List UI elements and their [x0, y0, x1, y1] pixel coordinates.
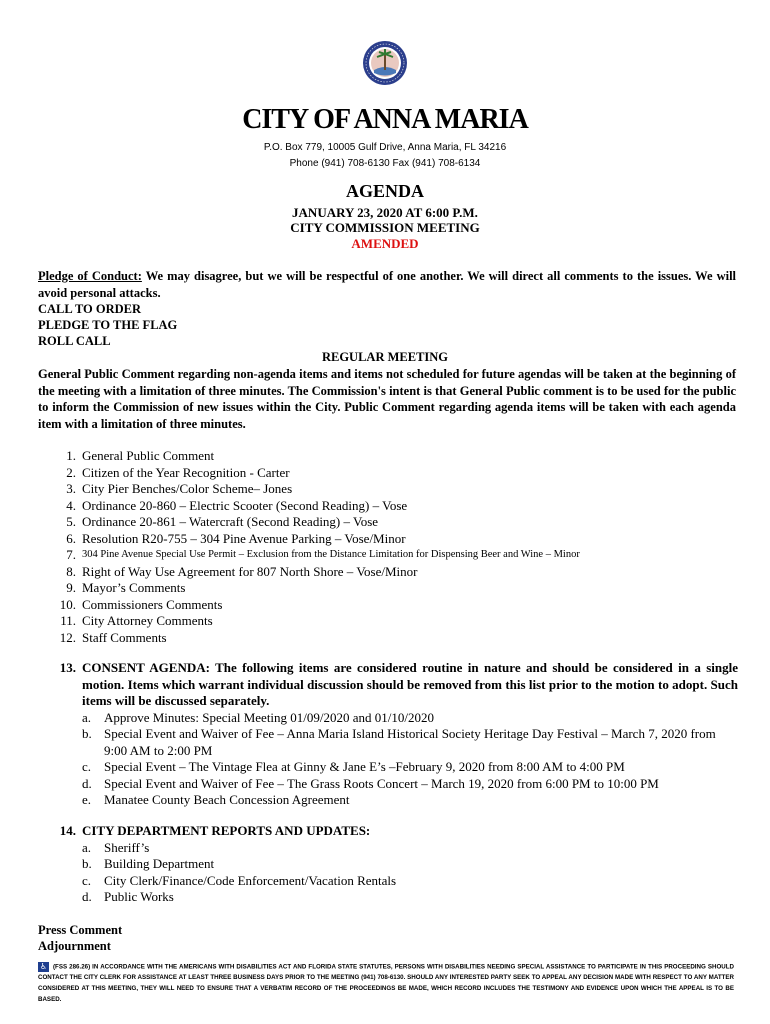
consent-agenda-item: 13. CONSENT AGENDA: The following items are considered routine in nature and should be considered in a single motion. Items which warrant individual discussion should be removed from this list prior to the motion to adopt. Such items will be discussed separately. — [59, 660, 738, 708]
ada-notice — [38, 962, 734, 1006]
list-item: 7. 304 Pine Avenue Special Use Permit – Exclusion from the Distance Limitation for Dispensing Beer and Wine – Minor — [66, 547, 580, 562]
list-item: 1. General Public Comment — [66, 448, 215, 463]
pledge-text: We may disagree, but we will be respectful of one another. We will direct all comments to the issues. We will avoid personal attacks. — [38, 269, 737, 300]
list-item: 6. Resolution R20-755 – 304 Pine Avenue Parking – Vose/Minor — [66, 530, 406, 546]
list-item: 10. Commissioners Comments — [59, 596, 223, 612]
roll-call: ROLL CALL — [38, 334, 111, 348]
pledge-to-flag: PLEDGE TO THE FLAG — [38, 318, 178, 332]
city-phone: Phone (941) 708-6130 Fax (941) 708-6134 — [289, 158, 481, 169]
list-item: c. City Clerk/Finance/Code Enforcement/Vacation Rentals — [82, 872, 397, 888]
agenda-title: AGENDA — [345, 181, 424, 201]
list-item: b. Special Event and Waiver of Fee – Anna Maria Island Historical Society Heritage Day Festival – March 7, 2020 from 9:00 AM to 2:00 PM — [82, 726, 716, 758]
list-item: a. Approve Minutes: Special Meeting 01/09/2020 and 01/10/2020 — [82, 709, 435, 725]
list-item: 5. Ordinance 20-861 – Watercraft (Second Reading) – Vose — [66, 514, 379, 529]
list-item: d. Special Event and Waiver of Fee – The Grass Roots Concert – March 19, 2020 from 6:00 PM to 10:00 PM — [82, 775, 659, 791]
adjournment: Adjournment — [38, 939, 111, 953]
list-item: 12. Staff Comments — [59, 629, 167, 645]
pledge-label: Pledge of Conduct: — [38, 269, 142, 283]
consent-agenda — [38, 660, 738, 809]
list-item: 2. Citizen of the Year Recognition - Carter — [66, 464, 290, 480]
city-seal-logo — [362, 40, 408, 86]
list-item: a. Sheriff’s — [82, 839, 150, 855]
city-address: P.O. Box 779, 10005 Gulf Drive, Anna Maria, FL 34216 — [263, 142, 507, 153]
meeting-date: JANUARY 23, 2020 AT 6:00 P.M. — [292, 205, 478, 220]
list-item: b. Building Department — [82, 856, 215, 871]
list-item: 8. Right of Way Use Agreement for 807 North Shore – Vose/Minor — [66, 563, 418, 579]
ada-notice-text: (FSS 286.26) IN ACCORDANCE WITH THE AMERICANS WITH DISABILITIES ACT AND FLORIDA STATE STATUTES, PERSONS WITH DISABILITIES NEEDING SPECIAL ASSISTANCE TO PARTICIPATE IN THIS PROCEEDING SHOULD CONTACT THE CITY CLERK FOR ASSISTANCE AT LEAST THREE BUSINESS DAYS PRIOR TO THE MEETING (941) 708-6130. SHOULD ANY INTERESTED PARTY SEEK TO APPEAL ANY DECISION MADE WITH RESPECT TO ANY MATTER CONSIDERED AT THIS MEETING, THEY WILL NEED TO ENSURE THAT A VERBATIM RECORD OF THE PROCEEDINGS BE MADE, WHICH RECORD INCLUDES THE TESTIMONY AND EVIDENCE UPON WHICH THE APPEAL IS TO BE BASED. — [38, 963, 734, 1004]
pledge-of-conduct — [38, 268, 736, 301]
list-item: c. Special Event – The Vintage Flea at Ginny & Jane E’s –February 9, 2020 from 8:00 AM to 4:00 PM — [82, 759, 625, 774]
list-item: e. Manatee County Beach Concession Agreement — [82, 792, 350, 807]
list-item: d. Public Works — [82, 889, 174, 904]
department-reports-item: 14. CITY DEPARTMENT REPORTS AND UPDATES: — [59, 823, 371, 838]
regular-meeting-heading: REGULAR MEETING — [321, 350, 449, 364]
list-item: 9. Mayor’s Comments — [66, 580, 186, 595]
meeting-type: CITY COMMISSION MEETING — [290, 220, 480, 235]
call-to-order: CALL TO ORDER — [38, 302, 142, 316]
agenda-items-list — [38, 448, 738, 646]
accessibility-icon: ♿ — [39, 962, 48, 971]
list-item: 3. City Pier Benches/Color Scheme– Jones — [66, 481, 293, 496]
department-reports — [38, 823, 738, 906]
public-comment-paragraph: General Public Comment regarding non-agenda items and items not scheduled for future agendas will be taken at the beginning of the meeting with a limitation of three minutes. The Commission's intent is that General Public comment is to be used for the public to inform the Commission of new issues within the City. Public Comment regarding agenda items will be taken with each agenda item with a limitation of three minutes. — [38, 367, 736, 431]
list-item: 4. Ordinance 20-860 – Electric Scooter (Second Reading) – Vose — [66, 497, 408, 513]
press-comment: Press Comment — [38, 923, 123, 937]
agenda-status: AMENDED — [351, 236, 419, 251]
city-name: CITY OF ANNA MARIA — [242, 104, 528, 135]
list-item: 11. City Attorney Comments — [60, 613, 213, 628]
